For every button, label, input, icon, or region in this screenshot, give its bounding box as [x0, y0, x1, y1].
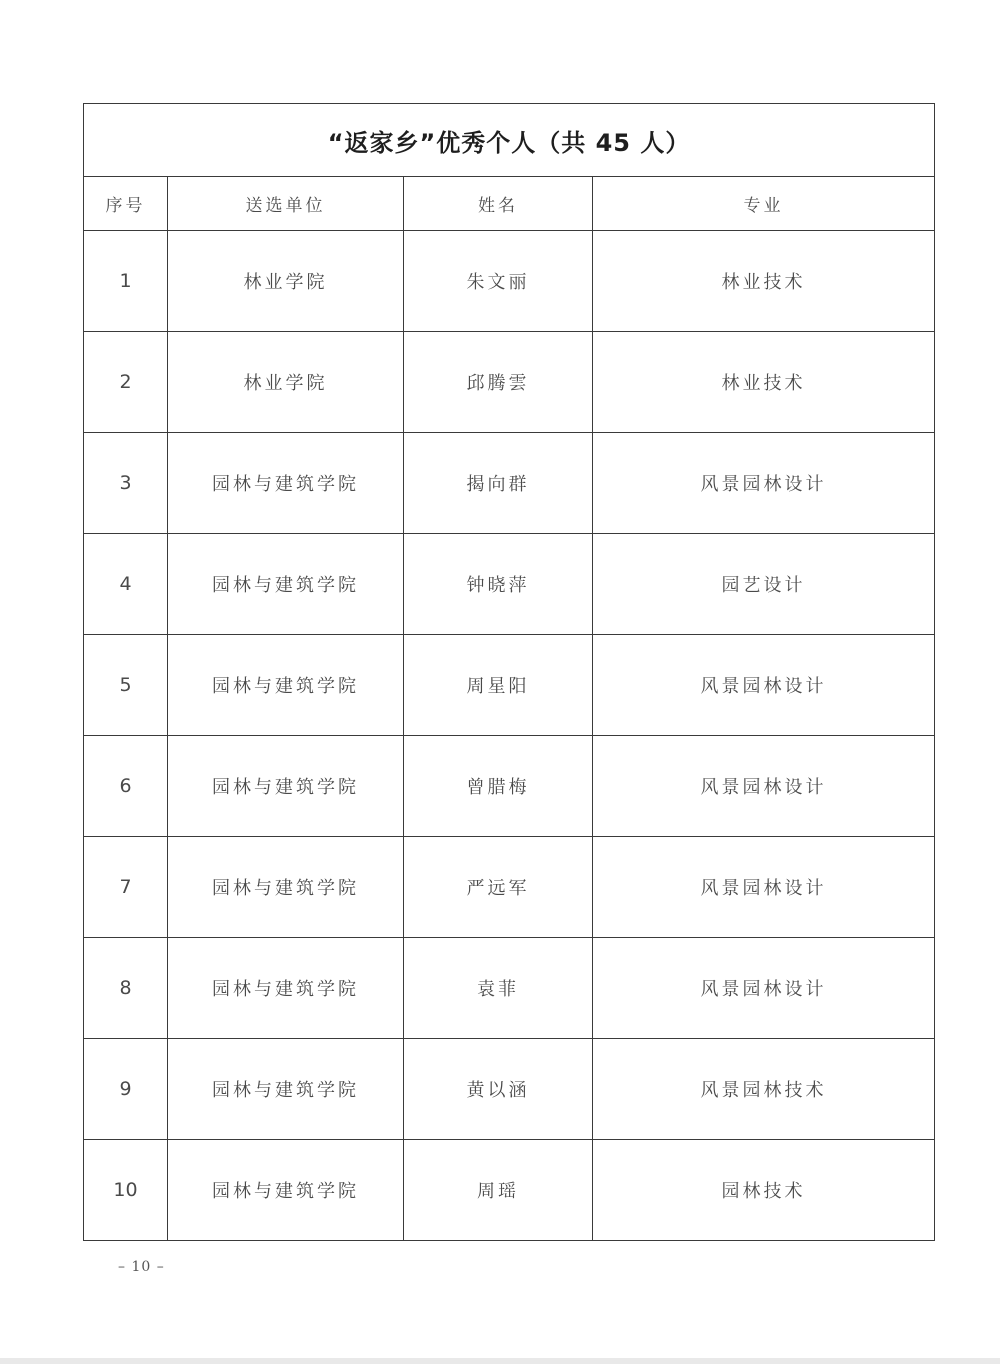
cell-name: 揭向群 — [404, 433, 593, 534]
cell-serial: 8 — [84, 938, 168, 1039]
cell-unit: 园林与建筑学院 — [168, 1039, 404, 1140]
page-bottom-edge — [0, 1358, 1000, 1364]
cell-serial: 7 — [84, 837, 168, 938]
cell-name: 黄以涵 — [404, 1039, 593, 1140]
cell-serial: 6 — [84, 736, 168, 837]
cell-serial: 3 — [84, 433, 168, 534]
cell-name: 钟晓萍 — [404, 534, 593, 635]
cell-unit: 园林与建筑学院 — [168, 635, 404, 736]
table-row — [84, 635, 935, 736]
cell-unit: 园林与建筑学院 — [168, 736, 404, 837]
cell-major: 风景园林设计 — [593, 736, 935, 837]
cell-unit: 园林与建筑学院 — [168, 534, 404, 635]
cell-unit: 园林与建筑学院 — [168, 433, 404, 534]
cell-serial: 9 — [84, 1039, 168, 1140]
cell-name: 曾腊梅 — [404, 736, 593, 837]
cell-name: 严远军 — [404, 837, 593, 938]
cell-major: 园林技术 — [593, 1140, 935, 1241]
cell-name: 周星阳 — [404, 635, 593, 736]
cell-name: 周瑶 — [404, 1140, 593, 1241]
table-row — [84, 1140, 935, 1241]
cell-major: 园艺设计 — [593, 534, 935, 635]
cell-unit: 林业学院 — [168, 332, 404, 433]
table-row — [84, 433, 935, 534]
cell-name: 袁菲 — [404, 938, 593, 1039]
header-major: 专业 — [593, 177, 935, 231]
header-unit: 送选单位 — [168, 177, 404, 231]
cell-major: 林业技术 — [593, 332, 935, 433]
table-row — [84, 332, 935, 433]
header-serial: 序号 — [84, 177, 168, 231]
table-row — [84, 837, 935, 938]
cell-unit: 林业学院 — [168, 231, 404, 332]
cell-unit: 园林与建筑学院 — [168, 938, 404, 1039]
cell-name: 邱腾雲 — [404, 332, 593, 433]
cell-major: 风景园林设计 — [593, 938, 935, 1039]
cell-major: 风景园林设计 — [593, 837, 935, 938]
table-title: “返家乡”优秀个人（共 45 人） — [84, 104, 935, 177]
table-row — [84, 736, 935, 837]
table-row — [84, 938, 935, 1039]
cell-major: 风景园林设计 — [593, 635, 935, 736]
cell-unit: 园林与建筑学院 — [168, 1140, 404, 1241]
cell-serial: 4 — [84, 534, 168, 635]
cell-serial: 2 — [84, 332, 168, 433]
header-name: 姓名 — [404, 177, 593, 231]
honoree-table — [83, 103, 935, 1241]
table-row — [84, 1039, 935, 1140]
cell-unit: 园林与建筑学院 — [168, 837, 404, 938]
cell-serial: 5 — [84, 635, 168, 736]
cell-major: 风景园林技术 — [593, 1039, 935, 1140]
cell-major: 风景园林设计 — [593, 433, 935, 534]
table-row — [84, 231, 935, 332]
page-number: – 10 – — [118, 1259, 165, 1275]
cell-serial: 1 — [84, 231, 168, 332]
cell-serial: 10 — [84, 1140, 168, 1241]
table-row — [84, 534, 935, 635]
cell-major: 林业技术 — [593, 231, 935, 332]
cell-name: 朱文丽 — [404, 231, 593, 332]
